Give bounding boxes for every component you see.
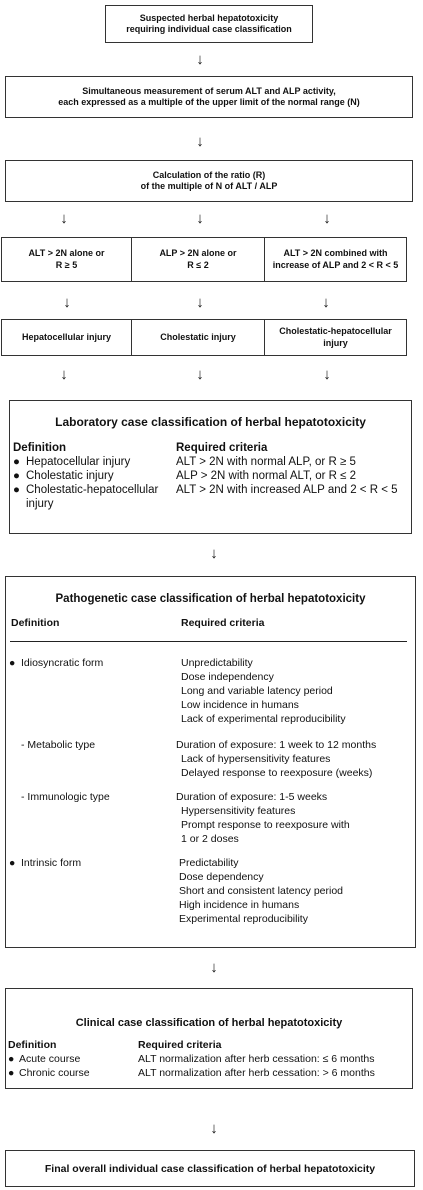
criteria-line1: ALT > 2N alone or: [28, 248, 105, 258]
idiosyncratic-criterion: Unpredictability: [181, 657, 253, 669]
immunologic-criterion: Hypersensitivity features: [181, 805, 296, 817]
injury-line1: Hepatocellular injury: [21, 331, 112, 342]
intrinsic-label: Intrinsic form: [21, 857, 82, 869]
criteria-box-hepatocellular: [1, 237, 132, 282]
clinical-classification-box: [5, 988, 413, 1089]
laboratory-title: Laboratory case classification of herbal hepatotoxicity: [55, 415, 366, 429]
arrow-down-icon: ↓: [210, 545, 218, 562]
criteria-line2: increase of ALP and 2 < R < 5: [272, 259, 399, 270]
intrinsic-criterion: Predictability: [179, 857, 239, 869]
injury-box-cholestatic: [131, 319, 265, 356]
bullet-icon: ●: [13, 470, 20, 482]
final-classification-box: [5, 1150, 415, 1187]
ratio-box: [5, 160, 413, 202]
idiosyncratic-criterion: Long and variable latency period: [181, 685, 333, 697]
laboratory-col-criteria: Required criteria: [176, 442, 268, 454]
clinical-title: Clinical case classification of herbal hepatotoxicity: [75, 1017, 343, 1029]
idiosyncratic-criterion: Low incidence in humans: [181, 699, 299, 711]
laboratory-definition: Cholestatic-hepatocellular: [26, 484, 159, 496]
immunologic-criterion: Prompt response to reexposure with: [181, 819, 350, 831]
metabolic-label: - Metabolic type: [21, 739, 96, 751]
arrow-down-icon: ↓: [323, 210, 331, 227]
laboratory-definition: Cholestatic injury: [26, 470, 114, 482]
intrinsic-criterion: High incidence in humans: [179, 899, 300, 911]
arrow-down-icon: ↓: [196, 210, 204, 227]
laboratory-definition-cont: injury: [26, 498, 54, 510]
injury-line1: Cholestatic-hepatocellular: [279, 326, 392, 336]
pathogenetic-classification-box: [5, 576, 416, 948]
criteria-line1: ALP > 2N alone or: [159, 248, 237, 258]
arrow-down-icon: ↓: [60, 366, 68, 383]
arrow-down-icon: ↓: [196, 133, 204, 150]
bullet-icon: ●: [13, 484, 20, 496]
start-box-line2: requiring individual case classification: [126, 24, 292, 34]
arrow-down-icon: ↓: [196, 366, 204, 383]
pathogenetic-col-definition: Definition: [11, 617, 60, 629]
clinical-definition: Acute course: [19, 1053, 81, 1065]
arrow-down-icon: ↓: [60, 210, 68, 227]
criteria-line2: R ≥ 5: [55, 259, 78, 270]
bullet-icon: ●: [9, 857, 16, 869]
laboratory-classification-box: [9, 400, 412, 534]
clinical-criteria: ALT normalization after herb cessation: ≤ 6 months: [138, 1053, 375, 1065]
ratio-box-line1: Calculation of the ratio (R): [152, 169, 266, 180]
clinical-criteria: ALT normalization after herb cessation: > 6 months: [138, 1067, 375, 1079]
laboratory-criteria: ALT > 2N with normal ALP, or R ≥ 5: [176, 456, 356, 468]
laboratory-definition: Hepatocellular injury: [26, 456, 131, 468]
bullet-icon: ●: [8, 1067, 15, 1079]
bullet-icon: ●: [13, 456, 20, 468]
ratio-box-line2: of the multiple of N of ALT / ALP: [140, 181, 278, 191]
final-classification-label: Final overall individual case classification of herbal hepatotoxicity: [44, 1162, 376, 1175]
injury-line2: injury: [323, 337, 348, 348]
immunologic-label: - Immunologic type: [21, 791, 110, 803]
injury-box-mixed: [264, 319, 407, 356]
start-box: [105, 5, 313, 43]
clinical-col-criteria: Required criteria: [138, 1039, 222, 1051]
measurement-box-line2: each expressed as a multiple of the upper limit of the normal range (N): [58, 97, 360, 107]
intrinsic-criterion: Dose dependency: [179, 871, 264, 883]
measurement-box-line1: Simultaneous measurement of serum ALT and ALP activity,: [82, 85, 336, 96]
metabolic-criterion: Lack of hypersensitivity features: [181, 753, 331, 765]
immunologic-criterion: Duration of exposure: 1-5 weeks: [176, 791, 328, 803]
intrinsic-criterion: Experimental reproducibility: [179, 913, 308, 925]
metabolic-criterion: Duration of exposure: 1 week to 12 months: [176, 739, 377, 751]
immunologic-criterion: 1 or 2 doses: [181, 833, 239, 845]
criteria-line1: ALT > 2N combined with: [283, 248, 388, 258]
laboratory-criteria: ALP > 2N with normal ALT, or R ≤ 2: [176, 470, 357, 482]
clinical-col-definition: Definition: [8, 1039, 57, 1051]
laboratory-col-definition: Definition: [13, 442, 67, 454]
laboratory-criteria: ALT > 2N with increased ALP and 2 < R < 5: [176, 484, 398, 496]
arrow-down-icon: ↓: [196, 294, 204, 311]
header-divider: [10, 641, 407, 642]
arrow-down-icon: ↓: [323, 366, 331, 383]
bullet-icon: ●: [9, 657, 16, 669]
arrow-down-icon: ↓: [210, 959, 218, 976]
arrow-down-icon: ↓: [322, 294, 330, 311]
intrinsic-criterion: Short and consistent latency period: [179, 885, 344, 897]
criteria-box-cholestatic: [131, 237, 265, 282]
bullet-icon: ●: [8, 1053, 15, 1065]
pathogenetic-col-criteria: Required criteria: [181, 617, 265, 629]
injury-box-hepatocellular: [1, 319, 132, 356]
metabolic-criterion: Delayed response to reexposure (weeks): [181, 767, 373, 779]
criteria-line2: R ≤ 2: [187, 259, 209, 270]
pathogenetic-title: Pathogenetic case classification of herbal hepatotoxicity: [55, 593, 366, 605]
idiosyncratic-criterion: Dose independency: [181, 671, 274, 683]
idiosyncratic-criterion: Lack of experimental reproducibility: [181, 713, 346, 725]
arrow-down-icon: ↓: [196, 51, 204, 68]
idiosyncratic-label: Idiosyncratic form: [21, 657, 104, 669]
injury-line1: Cholestatic injury: [160, 331, 236, 342]
arrow-down-icon: ↓: [210, 1120, 218, 1137]
arrow-down-icon: ↓: [63, 294, 71, 311]
start-box-line1: Suspected herbal hepatotoxicity: [139, 12, 279, 23]
measurement-box: [5, 76, 413, 118]
clinical-definition: Chronic course: [19, 1067, 90, 1079]
criteria-box-mixed: [264, 237, 407, 282]
